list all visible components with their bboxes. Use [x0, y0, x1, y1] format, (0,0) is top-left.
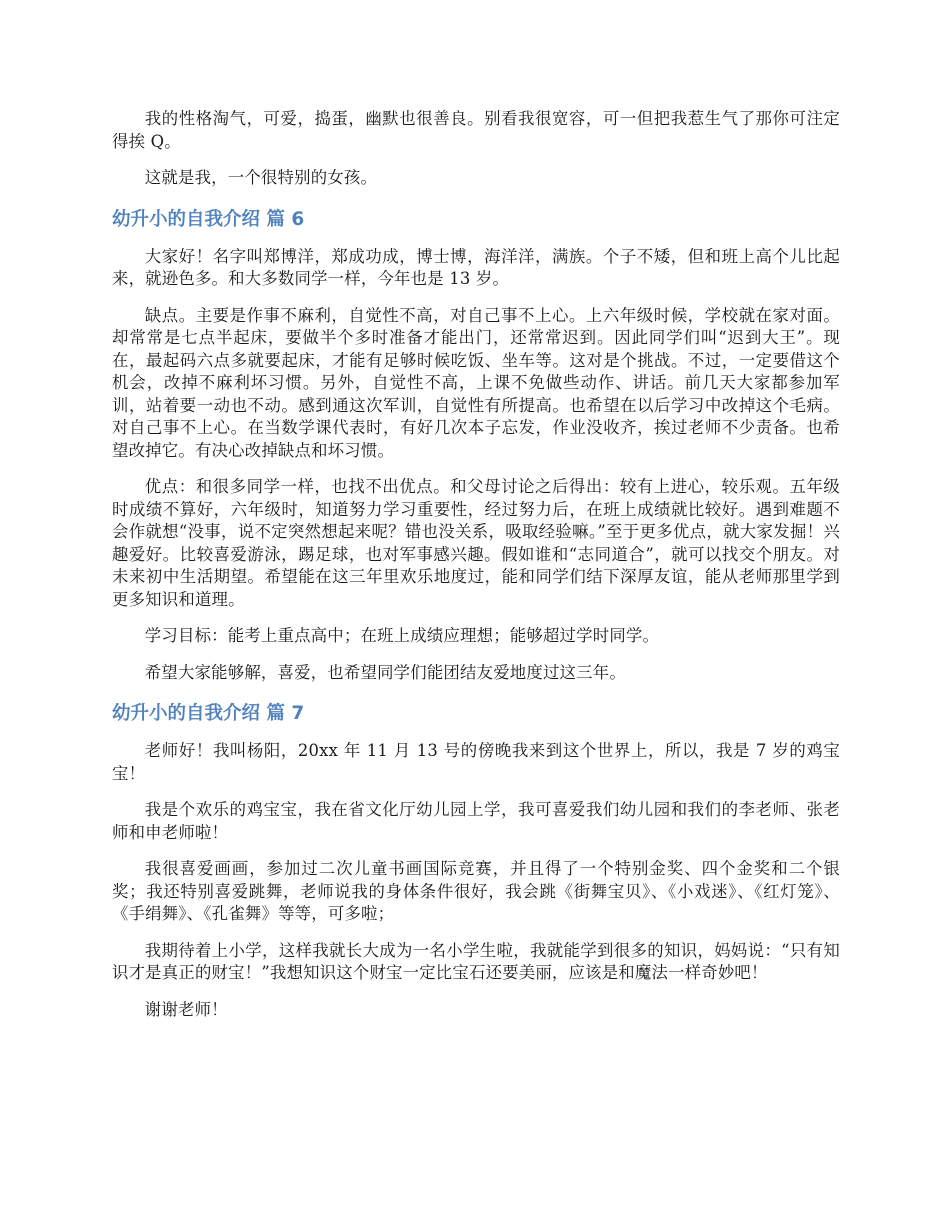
paragraph: 我是个欢乐的鸡宝宝，我在省文化厅幼儿园上学，我可喜爱我们幼儿园和我们的李老师、张老师和申老师啦！	[112, 800, 840, 842]
paragraph: 希望大家能够解，喜爱，也希望同学们能团结友爱地度过这三年。	[144, 662, 626, 682]
paragraph: 我的性格淘气，可爱，捣蛋，幽默也很善良。别看我很宽容，可一但把我惹生气了那你可注定得挨 Q。	[112, 109, 840, 151]
paragraph: 缺点。主要是作事不麻利，自觉性不高，对自己事不上心。上六年级时候，学校就在家对面。却常常是七点半起床，要做半个多时准备才能出门，还常常迟到。因此同学们叫“迟到大王”。现在，最起码六点多就要起床，才能有足够时候吃饭、坐车等。这对是个挑战。不过，一定要借这个机会，改掉不麻利坏习惯。另外，自觉性不高，上课不免做些动作、讲话。前几天大家都参加军训，站着要一动也不动。感到通这次军训，自觉性有所提高。也希望在以后学习中改掉这个毛病。对自己事不上心。在当数学课代表时，有好几次本子忘发，作业没收齐，挨过老师不少责备。也希望改掉它。有决心改掉缺点和坏习惯。	[112, 305, 840, 460]
section-6	[112, 208, 840, 685]
section-heading: 幼升小的自我介绍 篇 7	[112, 703, 305, 724]
paragraph: 优点：和很多同学一样，也找不出优点。和父母讨论之后得出：较有上进心，较乐观。五年级时成绩不算好，六年级时，知道努力学习重要性，经过努力后，在班上成绩就比较好。遇到难题不会作就想“没事，说不定突然想起来呢？错也没关系，吸取经验嘛。”至于更多优点，就大家发掘！兴趣爱好。比较喜爱游泳，踢足球，也对军事感兴趣。假如谁和“志同道合”，就可以找交个朋友。对未来初中生活期望。希望能在这三年里欢乐地度过，能和同学们结下深厚友谊，能从老师那里学到更多知识和道理。	[112, 477, 840, 609]
document-page	[112, 108, 840, 1035]
paragraph: 这就是我，一个很特别的女孩。	[144, 168, 378, 187]
paragraph: 我期待着上小学，这样我就长大成为一名小学生啦，我就能学到很多的知识，妈妈说：“只有知识才是真正的财宝！”我想知识这个财宝一定比宝石还要美丽，应该是和魔法一样奇妙吧！	[112, 940, 840, 982]
section-7	[112, 702, 840, 1021]
paragraph: 学习目标：能考上重点高中；在班上成绩应理想；能够超过学时同学。	[144, 626, 660, 645]
section-heading: 幼升小的自我介绍 篇 6	[112, 208, 305, 230]
paragraph: 大家好！名字叫郑博洋，郑成功成，博士博，海洋洋，满族。个子不矮，但和班上高个儿比起来，就逊色多。和大多数同学一样，今年也是 13 岁。	[112, 246, 840, 288]
paragraph: 老师好！我叫杨阳，20xx 年 11 月 13 号的傍晚我来到这个世界上，所以，我是 7 岁的鸡宝宝！	[112, 741, 840, 783]
paragraph: 我很喜爱画画，参加过二次儿童书画国际竞赛，并且得了一个特别金奖、四个金奖和二个银奖；我还特别喜爱跳舞，老师说我的身体条件很好，我会跳《街舞宝贝》、《小戏迷》、《红灯笼》、《手绢舞》、《孔雀舞》等等，可多啦；	[112, 859, 840, 923]
paragraph: 谢谢老师！	[144, 999, 228, 1019]
intro-section	[112, 108, 840, 190]
